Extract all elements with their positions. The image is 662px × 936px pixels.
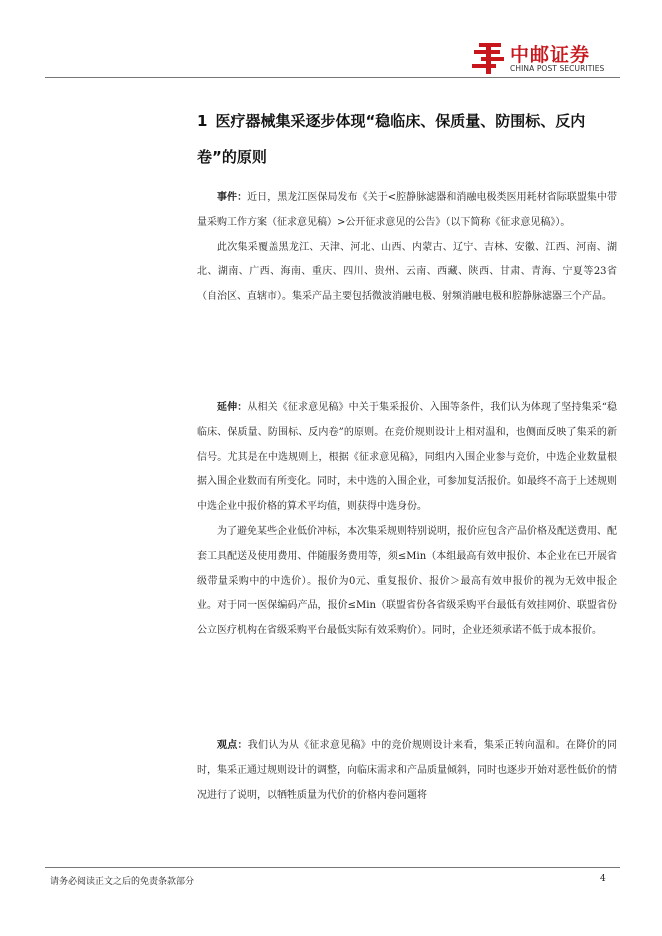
section-number: 1 bbox=[197, 112, 208, 130]
logo-english-name: CHINA POST SECURITIES bbox=[510, 64, 605, 73]
viewpoint-section bbox=[197, 734, 617, 808]
event-text-1: 近日，黑龙江医保局发布《关于<腔静脉滤器和消融电极类医用耗材省际联盟集中带量采购工作方案（征求意见稿）>公开征求意见的公告》（以下简称《征求意见稿》）。 bbox=[197, 192, 617, 228]
section-title: 医疗器械集采逐步体现“稳临床、保质量、防围标、反内卷”的原则 bbox=[197, 112, 586, 166]
page-number: 4 bbox=[600, 874, 606, 884]
footer-divider bbox=[45, 867, 620, 868]
event-section bbox=[197, 186, 617, 310]
china-post-logo-icon bbox=[470, 40, 506, 76]
extension-text-1: 从相关《征求意见稿》中关于集采报价、入围等条件，我们认为体现了坚持集采“稳临床、保质量、防围标、反内卷”的原则。在竞价规则设计上相对温和，也侧面反映了集采的新信号。尤其是在中选规则上，根据《征求意见稿》，同组内入围企业参与竞价，中选企业数量根据入围企业数而有所变化。同时，未中选的入围企业，可参加复活报价。如最终不高于上述规则中选企业中报价格的算术平均值，则获得中选身份。 bbox=[197, 402, 617, 513]
extension-paragraph-2: 为了避免某些企业低价冲标，本次集采规则特别说明，报价应包含产品价格及配送费用、配套工具配送及使用费用、伴随服务费用等，须≤Min（本组最高有效申报价、本企业在已开展省级带量采购中的中选价）。报价为0元、重复报价、报价＞最高有效申报价的视为无效申报企业。对于同一医保编码产品，报价≤Min（联盟省份各省级采购平台最低有效挂网价、联盟省份公立医疗机构在省级采购平台最低实际有效采购价）。同时，企业还须承诺不低于成本报价。 bbox=[197, 525, 617, 637]
event-paragraph-1 bbox=[197, 186, 617, 236]
viewpoint-label: 观点： bbox=[217, 740, 248, 751]
footer-disclaimer: 请务必阅读正文之后的免责条款部分 bbox=[50, 877, 195, 887]
extension-section bbox=[197, 396, 617, 644]
extension-label: 延伸： bbox=[217, 402, 248, 413]
event-paragraph-2: 此次集采覆盖黑龙江、天津、河北、山西、内蒙古、辽宁、吉林、安徽、江西、河南、湖北、湖南、广西、海南、重庆、四川、贵州、云南、西藏、陕西、甘肃、青海、宁夏等23省（自治区、直辖市）。集采产品主要包括微波消融电极、射频消融电极和腔静脉滤器三个产品。 bbox=[197, 241, 617, 303]
header-divider bbox=[45, 77, 620, 78]
logo-chinese-name: 中邮证券 bbox=[510, 44, 591, 66]
company-logo bbox=[470, 40, 615, 76]
viewpoint-paragraph-1 bbox=[197, 734, 617, 808]
viewpoint-text-1: 我们认为从《征求意见稿》中的竞价规则设计来看，集采正转向温和。在降价的同时，集采正通过规则设计的调整，向临床需求和产品质量倾斜，同时也逐步开始对恶性低价的情况进行了说明，以牺牲质量为代价的价格内卷问题将 bbox=[197, 740, 618, 801]
event-label: 事件： bbox=[217, 192, 248, 203]
extension-paragraph-1 bbox=[197, 396, 617, 520]
section-heading bbox=[197, 103, 617, 175]
